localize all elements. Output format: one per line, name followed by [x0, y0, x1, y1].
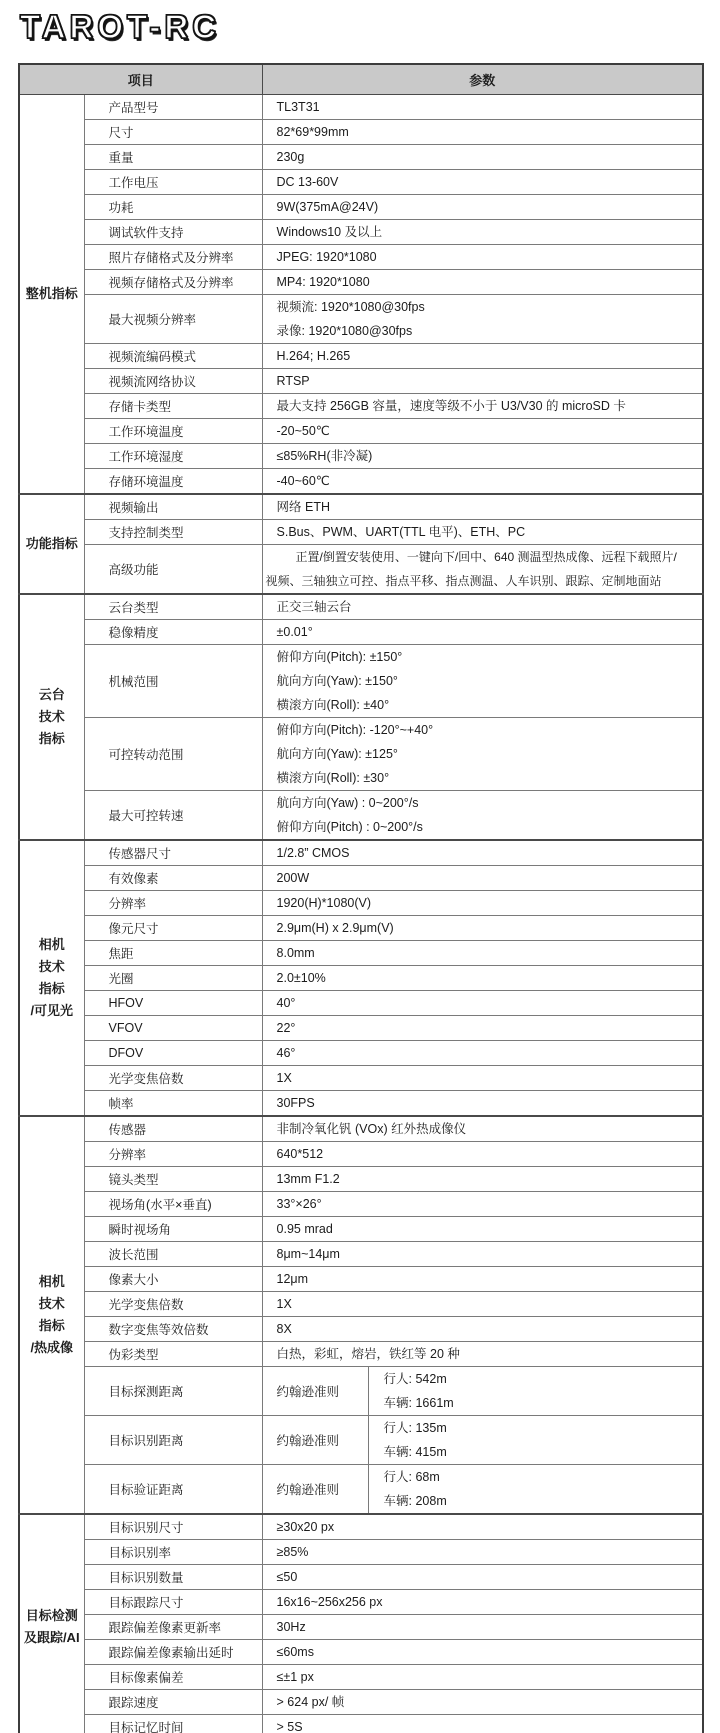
spec-value-line: 航向方向(Yaw): ±125°: [276, 746, 398, 761]
spec-row: [19, 865, 703, 890]
spec-value-line: ≤85%RH(非冷凝): [276, 448, 373, 463]
spec-value-line: 最大支持 256GB 容量，速度等级不小于 U3/V30 的 microSD 卡: [276, 398, 626, 413]
section-group-line: 相机: [38, 936, 65, 952]
spec-value-line: 正交三轴云台: [276, 599, 352, 614]
spec-item-label: 光圈: [84, 965, 262, 990]
spec-value: [262, 1216, 703, 1241]
spec-value: [262, 1664, 703, 1689]
target-distances: [369, 1465, 703, 1513]
spec-value: [262, 1539, 703, 1564]
spec-row: [19, 1589, 703, 1614]
spec-item-label: 云台类型: [84, 594, 262, 620]
spec-row: [19, 194, 703, 219]
section-group-line: 目标检测: [25, 1607, 78, 1623]
spec-value: [262, 1065, 703, 1090]
spec-item-label: 工作电压: [84, 169, 262, 194]
spec-value: [262, 865, 703, 890]
spec-value: [262, 594, 703, 620]
section-group-line: 云台: [38, 686, 65, 702]
spec-value: [262, 790, 703, 840]
spec-value: [262, 294, 703, 343]
spec-value: [262, 519, 703, 544]
spec-value-line: 33°×26°: [276, 1196, 322, 1211]
spec-item-label: 照片存储格式及分辨率: [84, 244, 262, 269]
spec-table: [18, 63, 704, 1733]
spec-row: [19, 1689, 703, 1714]
spec-value: [262, 1639, 703, 1664]
spec-value: [262, 644, 703, 717]
spec-value-line: S.Bus、PWM、UART(TTL 电平)、ETH、PC: [276, 524, 526, 539]
spec-value: [262, 468, 703, 494]
spec-item-label: 目标跟踪尺寸: [84, 1589, 262, 1614]
spec-value: [262, 343, 703, 368]
spec-value-line: 车辆: 208m: [383, 1493, 447, 1508]
spec-value-line: JPEG: 1920*1080: [276, 249, 377, 264]
spec-value-line: ≥85%: [276, 1544, 309, 1559]
spec-value-line: 行人: 135m: [383, 1420, 447, 1435]
spec-value: [262, 393, 703, 418]
spec-item-label: 视频输出: [84, 494, 262, 520]
spec-value-line: 22°: [276, 1020, 296, 1035]
spec-item-label: 跟踪速度: [84, 1689, 262, 1714]
target-distances: [369, 1416, 703, 1464]
spec-row: [19, 94, 703, 119]
spec-row: [19, 1341, 703, 1366]
spec-value: [262, 494, 703, 520]
spec-value: [262, 1514, 703, 1540]
spec-value: [262, 1341, 703, 1366]
spec-value: [262, 1366, 703, 1415]
header-row: [19, 64, 703, 94]
spec-value-line: -20~50℃: [276, 423, 330, 438]
spec-value: [262, 1040, 703, 1065]
section-group-line: 相机: [38, 1273, 65, 1289]
spec-row: [19, 368, 703, 393]
header-param-column: 参数: [262, 64, 703, 94]
spec-value: [262, 269, 703, 294]
spec-value: [262, 219, 703, 244]
spec-row: [19, 418, 703, 443]
spec-value-line: 230g: [276, 149, 305, 164]
spec-value: [262, 94, 703, 119]
spec-row: [19, 717, 703, 790]
spec-row: [19, 468, 703, 494]
spec-value-line: 8μm~14μm: [276, 1246, 340, 1261]
spec-value: [262, 169, 703, 194]
spec-item-label: 最大视频分辨率: [84, 294, 262, 343]
spec-value-line: -40~60℃: [276, 473, 330, 488]
spec-item-label: 最大可控转速: [84, 790, 262, 840]
spec-value-line: 非制冷氧化钒 (VOx) 红外热成像仪: [276, 1121, 467, 1136]
spec-item-label: 数字变焦等效倍数: [84, 1316, 262, 1341]
spec-value: [262, 1015, 703, 1040]
spec-value: [262, 443, 703, 468]
spec-row: [19, 1539, 703, 1564]
spec-value: [262, 1464, 703, 1514]
spec-value-line: H.264; H.265: [276, 348, 351, 363]
spec-value-line: 40°: [276, 995, 296, 1010]
spec-item-label: 传感器尺寸: [84, 840, 262, 866]
spec-value: [262, 119, 703, 144]
spec-value-line: 视频、三轴独立可控、指点平移、指点测温、人车识别、跟踪、定制地面站: [265, 573, 662, 588]
spec-item-label: HFOV: [84, 990, 262, 1015]
spec-item-label: 镜头类型: [84, 1166, 262, 1191]
spec-item-label: 波长范围: [84, 1241, 262, 1266]
spec-value-line: 82*69*99mm: [276, 124, 349, 139]
spec-row: [19, 1141, 703, 1166]
target-distances: [369, 1367, 703, 1415]
spec-row: [19, 1090, 703, 1116]
spec-value: [262, 915, 703, 940]
spec-value: [262, 1564, 703, 1589]
spec-item-label: 瞬时视场角: [84, 1216, 262, 1241]
spec-row: [19, 1266, 703, 1291]
spec-item-label: 分辨率: [84, 1141, 262, 1166]
spec-row: [19, 544, 703, 594]
spec-item-label: 目标识别距离: [84, 1415, 262, 1464]
spec-value-line: 200W: [276, 870, 310, 885]
spec-item-label: 产品型号: [84, 94, 262, 119]
spec-item-label: 像素大小: [84, 1266, 262, 1291]
spec-row: [19, 144, 703, 169]
spec-value: [262, 144, 703, 169]
section-group-label: [19, 840, 84, 1116]
spec-value-line: 录像: 1920*1080@30fps: [276, 323, 413, 338]
spec-value-line: 正置/倒置安装使用、一键向下/回中、640 测温型热成像、远程下载照片/: [295, 549, 677, 564]
spec-item-label: 功耗: [84, 194, 262, 219]
spec-item-label: 目标验证距离: [84, 1464, 262, 1514]
spec-row: [19, 294, 703, 343]
spec-value-line: 视频流: 1920*1080@30fps: [276, 299, 425, 314]
spec-item-label: 像元尺寸: [84, 915, 262, 940]
spec-value-line: 航向方向(Yaw) : 0~200°/s: [276, 795, 419, 810]
section-group-label: [19, 1514, 84, 1733]
criterion-label: 约翰逊准则: [263, 1367, 369, 1415]
spec-item-label: 视场角(水平×垂直): [84, 1191, 262, 1216]
spec-value-line: 9W(375mA@24V): [276, 199, 379, 214]
spec-value-line: 30FPS: [276, 1095, 315, 1110]
spec-row: [19, 519, 703, 544]
section-group-line: /热成像: [30, 1339, 74, 1355]
spec-value-line: 网络 ETH: [276, 499, 330, 514]
spec-value: [262, 1116, 703, 1142]
spec-value: [262, 940, 703, 965]
spec-value-line: 1X: [276, 1296, 292, 1311]
spec-item-label: 目标探测距离: [84, 1366, 262, 1415]
spec-value: [262, 840, 703, 866]
spec-item-label: 机械范围: [84, 644, 262, 717]
spec-row: [19, 269, 703, 294]
spec-value-line: 俯仰方向(Pitch): ±150°: [276, 649, 403, 664]
spec-item-label: 目标识别尺寸: [84, 1514, 262, 1540]
spec-item-label: 焦距: [84, 940, 262, 965]
section-group-line: 及跟踪/AI: [23, 1629, 80, 1645]
spec-value: [262, 965, 703, 990]
spec-row: [19, 1664, 703, 1689]
spec-row: [19, 965, 703, 990]
spec-value-line: 1/2.8” CMOS: [276, 845, 350, 860]
spec-value: [262, 368, 703, 393]
spec-value: [262, 1689, 703, 1714]
spec-row: [19, 1415, 703, 1464]
spec-row: [19, 1514, 703, 1540]
spec-value: [262, 418, 703, 443]
spec-item-label: 伪彩类型: [84, 1341, 262, 1366]
section-group-label: [19, 594, 84, 840]
spec-item-label: 目标识别数量: [84, 1564, 262, 1589]
spec-value-line: 13mm F1.2: [276, 1171, 340, 1186]
spec-value-line: 白热，彩虹，熔岩，铁红等 20 种: [276, 1346, 460, 1361]
spec-value-line: 2.9μm(H) x 2.9μm(V): [276, 920, 394, 935]
spec-value: [262, 1141, 703, 1166]
spec-value: [262, 990, 703, 1015]
spec-item-label: DFOV: [84, 1040, 262, 1065]
spec-value: [262, 1316, 703, 1341]
spec-row: [19, 1040, 703, 1065]
spec-row: [19, 915, 703, 940]
spec-item-label: 存储卡类型: [84, 393, 262, 418]
spec-value-line: 横滚方向(Roll): ±30°: [276, 770, 390, 785]
spec-row: [19, 443, 703, 468]
spec-value-line: 航向方向(Yaw): ±150°: [276, 673, 398, 688]
spec-value: [262, 1166, 703, 1191]
spec-row: [19, 1241, 703, 1266]
spec-row: [19, 1464, 703, 1514]
spec-item-label: 跟踪偏差像素更新率: [84, 1614, 262, 1639]
spec-row: [19, 1366, 703, 1415]
spec-value-line: 640*512: [276, 1146, 324, 1161]
spec-value-line: 16x16~256x256 px: [276, 1594, 383, 1609]
section-group-line: 技术: [38, 1295, 65, 1311]
spec-value-line: 0.95 mrad: [276, 1221, 333, 1236]
spec-item-label: 尺寸: [84, 119, 262, 144]
spec-item-label: 传感器: [84, 1116, 262, 1142]
spec-value: [262, 544, 703, 594]
brand-logo: TAROT-RC: [20, 8, 221, 45]
spec-item-label: 光学变焦倍数: [84, 1291, 262, 1316]
spec-row: [19, 1065, 703, 1090]
spec-item-label: 工作环境湿度: [84, 443, 262, 468]
spec-value-line: 1920(H)*1080(V): [276, 895, 372, 910]
spec-value-line: MP4: 1920*1080: [276, 274, 370, 289]
spec-value-line: 行人: 68m: [383, 1469, 440, 1484]
criterion-label: 约翰逊准则: [263, 1465, 369, 1513]
spec-value: [262, 244, 703, 269]
section-group-label: [19, 94, 84, 494]
spec-value-line: 车辆: 1661m: [383, 1395, 454, 1410]
spec-item-label: 目标记忆时间: [84, 1714, 262, 1733]
spec-row: [19, 619, 703, 644]
spec-value: [262, 1614, 703, 1639]
spec-value: [262, 1191, 703, 1216]
section-group-line: 功能指标: [25, 535, 78, 551]
spec-value: [262, 1714, 703, 1733]
spec-row: [19, 1316, 703, 1341]
spec-row: [19, 494, 703, 520]
spec-value-line: 8.0mm: [276, 945, 315, 960]
spec-row: [19, 790, 703, 840]
spec-row: [19, 343, 703, 368]
spec-value: [262, 717, 703, 790]
spec-row: [19, 1116, 703, 1142]
spec-item-label: 视频流编码模式: [84, 343, 262, 368]
spec-value: [262, 1241, 703, 1266]
spec-row: [19, 219, 703, 244]
spec-value-line: 横滚方向(Roll): ±40°: [276, 697, 390, 712]
spec-value-line: ≥30x20 px: [276, 1519, 335, 1534]
spec-item-label: 跟踪偏差像素输出延时: [84, 1639, 262, 1664]
spec-value-line: ≤50: [276, 1569, 298, 1584]
spec-value-line: DC 13-60V: [276, 174, 339, 189]
spec-item-label: 可控转动范围: [84, 717, 262, 790]
section-group-line: 指标: [38, 980, 65, 996]
spec-item-label: 视频存储格式及分辨率: [84, 269, 262, 294]
section-group-label: [19, 494, 84, 594]
spec-value-line: Windows10 及以上: [276, 224, 383, 239]
spec-value-line: 行人: 542m: [383, 1371, 447, 1386]
spec-value: [262, 194, 703, 219]
spec-item-label: 调试软件支持: [84, 219, 262, 244]
spec-row: [19, 1216, 703, 1241]
spec-value-line: 12μm: [276, 1271, 309, 1286]
spec-value-line: ≤±1 px: [276, 1669, 314, 1684]
spec-value-line: 8X: [276, 1321, 292, 1336]
spec-value: [262, 1291, 703, 1316]
spec-value-line: RTSP: [276, 373, 310, 388]
spec-item-label: 目标识别率: [84, 1539, 262, 1564]
spec-row: [19, 1614, 703, 1639]
spec-row: [19, 1639, 703, 1664]
spec-row: [19, 119, 703, 144]
spec-value-line: ±0.01°: [276, 624, 313, 639]
section-group-line: /可见光: [30, 1002, 74, 1018]
spec-value-line: 30Hz: [276, 1619, 306, 1634]
spec-item-label: 稳像精度: [84, 619, 262, 644]
spec-item-label: VFOV: [84, 1015, 262, 1040]
spec-value-line: 46°: [276, 1045, 296, 1060]
spec-row: [19, 1714, 703, 1733]
spec-row: [19, 244, 703, 269]
spec-row: [19, 1191, 703, 1216]
section-group-line: 整机指标: [25, 285, 78, 301]
spec-value-line: > 5S: [276, 1719, 303, 1733]
spec-item-label: 帧率: [84, 1090, 262, 1116]
spec-row: [19, 890, 703, 915]
section-group-line: 指标: [38, 730, 65, 746]
spec-item-label: 目标像素偏差: [84, 1664, 262, 1689]
spec-item-label: 重量: [84, 144, 262, 169]
spec-value: [262, 1415, 703, 1464]
section-group-line: 技术: [38, 958, 65, 974]
spec-table-header: [19, 64, 703, 94]
spec-value-line: 俯仰方向(Pitch): -120°~+40°: [276, 722, 434, 737]
spec-value-line: ≤60ms: [276, 1644, 314, 1659]
spec-row: [19, 940, 703, 965]
spec-row: [19, 1166, 703, 1191]
spec-item-label: 高级功能: [84, 544, 262, 594]
section-group-line: 技术: [38, 708, 65, 724]
spec-value-line: 车辆: 415m: [383, 1444, 447, 1459]
section-group-label: [19, 1116, 84, 1514]
spec-value: [262, 1589, 703, 1614]
spec-row: [19, 1015, 703, 1040]
spec-item-label: 分辨率: [84, 890, 262, 915]
criterion-label: 约翰逊准则: [263, 1416, 369, 1464]
spec-value-line: 俯仰方向(Pitch) : 0~200°/s: [276, 819, 423, 834]
spec-value-line: > 624 px/ 帧: [276, 1694, 345, 1709]
spec-row: [19, 840, 703, 866]
section-group-line: 指标: [38, 1317, 65, 1333]
spec-item-label: 有效像素: [84, 865, 262, 890]
spec-value-line: TL3T31: [276, 99, 320, 114]
spec-item-label: 工作环境温度: [84, 418, 262, 443]
spec-row: [19, 594, 703, 620]
spec-value-line: 1X: [276, 1070, 292, 1085]
spec-value: [262, 619, 703, 644]
spec-value: [262, 890, 703, 915]
spec-row: [19, 1291, 703, 1316]
spec-row: [19, 644, 703, 717]
spec-value-line: 2.0±10%: [276, 970, 326, 985]
spec-row: [19, 1564, 703, 1589]
header-item-column: 项目: [19, 64, 262, 94]
spec-row: [19, 169, 703, 194]
spec-value: [262, 1266, 703, 1291]
spec-item-label: 光学变焦倍数: [84, 1065, 262, 1090]
spec-row: [19, 393, 703, 418]
spec-row: [19, 990, 703, 1015]
spec-item-label: 视频流网络协议: [84, 368, 262, 393]
spec-value: [262, 1090, 703, 1116]
spec-table-body: [19, 94, 703, 1733]
spec-item-label: 支持控制类型: [84, 519, 262, 544]
spec-item-label: 存储环境温度: [84, 468, 262, 494]
